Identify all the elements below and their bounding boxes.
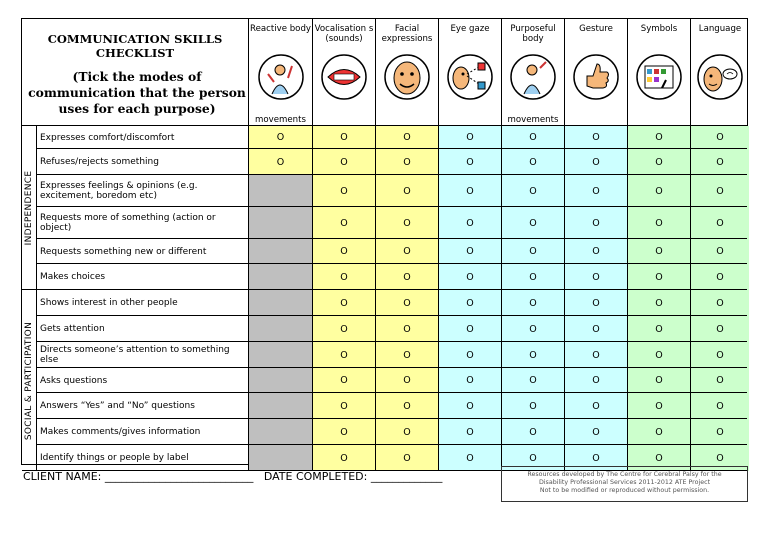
checkbox-cell[interactable]: [439, 207, 502, 239]
column-header-label: Purposeful body: [510, 24, 556, 44]
symbol-board-icon: [636, 54, 682, 100]
checkbox-cell[interactable]: [376, 445, 439, 471]
tick-circle[interactable]: O: [655, 185, 663, 197]
checkbox-cell[interactable]: [376, 239, 439, 264]
tick-circle[interactable]: O: [466, 323, 474, 335]
checkbox-cell[interactable]: [439, 126, 502, 149]
checkbox-cell[interactable]: [439, 149, 502, 175]
checkbox-cell[interactable]: [628, 393, 691, 419]
row-label: Asks questions: [36, 368, 249, 393]
tick-circle[interactable]: O: [340, 185, 348, 197]
row-label: Requests something new or different: [36, 239, 249, 264]
tick-circle[interactable]: O: [529, 246, 537, 257]
row-label: Directs someone’s attention to something else: [36, 342, 249, 368]
checkbox-cell[interactable]: [502, 126, 565, 149]
checkbox-cell[interactable]: [376, 207, 439, 239]
checkbox-cell[interactable]: [439, 316, 502, 342]
column-header-label: Symbols: [640, 24, 678, 34]
disabled-cell: [249, 290, 313, 316]
checklist-table: [21, 18, 748, 465]
tick-circle[interactable]: O: [403, 452, 411, 464]
tick-circle[interactable]: O: [655, 375, 663, 386]
disabled-cell: [249, 175, 313, 207]
tick-circle[interactable]: O: [716, 400, 724, 412]
checkbox-cell[interactable]: [313, 149, 376, 175]
tick-circle[interactable]: O: [466, 400, 474, 412]
client-date-line: CLIENT NAME: ___________________________ DATE COMPLETED: _____________: [23, 470, 443, 483]
tick-circle[interactable]: O: [716, 217, 724, 229]
tick-circle[interactable]: O: [529, 217, 537, 229]
checkbox-cell[interactable]: [313, 264, 376, 290]
checkbox-cell[interactable]: [439, 342, 502, 368]
tick-circle[interactable]: O: [529, 400, 537, 412]
tick-circle[interactable]: O: [403, 400, 411, 412]
tick-circle[interactable]: O: [340, 246, 348, 257]
checkbox-cell[interactable]: [439, 239, 502, 264]
checkbox-cell[interactable]: [502, 419, 565, 445]
checkbox-cell[interactable]: [565, 290, 628, 316]
mouth-icon: [321, 54, 367, 100]
column-header-label: Facial expressions: [381, 24, 433, 44]
disabled-cell: [249, 264, 313, 290]
column-header-label: Vocalisation s (sounds): [314, 24, 374, 44]
tick-circle[interactable]: O: [529, 185, 537, 197]
checkbox-cell[interactable]: [502, 342, 565, 368]
tick-circle[interactable]: O: [716, 132, 724, 143]
column-header-label: Gesture: [579, 24, 613, 34]
tick-circle[interactable]: O: [340, 375, 348, 386]
disabled-cell: [249, 445, 313, 471]
tick-circle[interactable]: O: [403, 297, 411, 309]
tick-circle[interactable]: O: [466, 156, 474, 168]
checkbox-cell[interactable]: [691, 290, 749, 316]
tick-circle[interactable]: O: [466, 132, 474, 143]
reactive-body-icon: [258, 54, 304, 100]
tick-circle[interactable]: O: [340, 349, 348, 361]
checkbox-cell[interactable]: [628, 207, 691, 239]
checkbox-cell[interactable]: [249, 126, 313, 149]
checkbox-cell[interactable]: [691, 126, 749, 149]
checkbox-cell[interactable]: [439, 264, 502, 290]
tick-circle[interactable]: O: [340, 217, 348, 229]
tick-circle[interactable]: O: [655, 323, 663, 335]
group-label-text: SOCIAL & PARTICIPATION: [24, 321, 34, 440]
checkbox-cell[interactable]: [313, 445, 376, 471]
checkbox-cell[interactable]: [502, 316, 565, 342]
checkbox-cell[interactable]: [565, 393, 628, 419]
checkbox-cell[interactable]: [628, 342, 691, 368]
column-header: [313, 19, 376, 126]
speech-icon: [697, 54, 743, 100]
checkbox-cell[interactable]: [565, 316, 628, 342]
credit-line-1: Resources developed by The Centre for Cerebral Palsy for the: [527, 471, 722, 478]
checkbox-cell[interactable]: [691, 419, 749, 445]
tick-circle[interactable]: O: [529, 297, 537, 309]
tick-circle[interactable]: O: [592, 349, 600, 361]
tick-circle[interactable]: O: [403, 217, 411, 229]
tick-circle[interactable]: O: [340, 132, 348, 143]
checkbox-cell[interactable]: [502, 264, 565, 290]
tick-circle[interactable]: O: [466, 185, 474, 197]
tick-circle[interactable]: O: [592, 132, 600, 143]
row-label: Expresses comfort/discomfort: [36, 126, 249, 149]
tick-circle[interactable]: O: [466, 246, 474, 257]
checkbox-cell[interactable]: [313, 393, 376, 419]
checkbox-cell[interactable]: [376, 264, 439, 290]
checkbox-cell[interactable]: [502, 393, 565, 419]
row-label: Gets attention: [36, 316, 249, 342]
page-title: COMMUNICATION SKILLS CHECKLIST: [47, 32, 223, 60]
column-header-label: Reactive body: [250, 24, 311, 34]
checkbox-cell[interactable]: [691, 207, 749, 239]
tick-circle[interactable]: O: [655, 132, 663, 143]
tick-circle[interactable]: O: [592, 271, 600, 283]
checkbox-cell[interactable]: [691, 393, 749, 419]
column-header: [628, 19, 691, 126]
disabled-cell: [249, 419, 313, 445]
checkbox-cell[interactable]: [628, 264, 691, 290]
tick-circle[interactable]: O: [529, 349, 537, 361]
row-label: Identify things or people by label: [36, 445, 249, 471]
checkbox-cell[interactable]: [691, 368, 749, 393]
checkbox-cell[interactable]: [628, 239, 691, 264]
tick-circle[interactable]: O: [403, 271, 411, 283]
checkbox-cell[interactable]: [313, 290, 376, 316]
column-header: [565, 19, 628, 126]
tick-circle[interactable]: O: [655, 452, 663, 464]
checkbox-cell[interactable]: [565, 207, 628, 239]
column-header: [439, 19, 502, 126]
checkbox-cell[interactable]: [313, 368, 376, 393]
checkbox-cell[interactable]: [628, 175, 691, 207]
group-label: [22, 126, 36, 290]
column-header-footer: movements: [507, 115, 559, 125]
tick-circle[interactable]: O: [466, 349, 474, 361]
credit-line-3: Not to be modified or reproduced without permission.: [539, 487, 710, 494]
checkbox-cell[interactable]: [565, 368, 628, 393]
tick-circle[interactable]: O: [403, 375, 411, 386]
thumbs-up-icon: [573, 54, 619, 100]
checkbox-cell[interactable]: [439, 175, 502, 207]
checkbox-cell[interactable]: [313, 175, 376, 207]
checkbox-cell[interactable]: [565, 239, 628, 264]
tick-circle[interactable]: O: [403, 246, 411, 257]
tick-circle[interactable]: O: [466, 217, 474, 229]
tick-circle[interactable]: O: [655, 271, 663, 283]
tick-circle[interactable]: O: [592, 246, 600, 257]
disabled-cell: [249, 368, 313, 393]
checkbox-cell[interactable]: [502, 368, 565, 393]
tick-circle[interactable]: O: [340, 426, 348, 438]
checkbox-cell[interactable]: [502, 175, 565, 207]
tick-circle[interactable]: O: [529, 156, 537, 168]
tick-circle[interactable]: O: [716, 246, 724, 257]
checkbox-cell[interactable]: [565, 419, 628, 445]
tick-circle[interactable]: O: [529, 271, 537, 283]
instruction-text: (Tick the modes of communication that the person uses for each purpose): [28, 69, 246, 116]
column-header-label: Language: [698, 24, 742, 34]
tick-circle[interactable]: O: [655, 400, 663, 412]
checkbox-cell[interactable]: [502, 290, 565, 316]
tick-circle[interactable]: O: [466, 375, 474, 386]
tick-circle[interactable]: O: [655, 349, 663, 361]
checkbox-cell[interactable]: [313, 207, 376, 239]
tick-circle[interactable]: O: [403, 349, 411, 361]
row-label: Expresses feelings & opinions (e.g. excitement, boredom etc): [36, 175, 249, 207]
checkbox-cell[interactable]: [313, 239, 376, 264]
row-label: Answers “Yes” and “No” questions: [36, 393, 249, 419]
disabled-cell: [249, 393, 313, 419]
checkbox-cell[interactable]: [502, 207, 565, 239]
checkbox-cell[interactable]: [565, 342, 628, 368]
tick-circle[interactable]: O: [655, 297, 663, 309]
purposeful-body-icon: [510, 54, 556, 100]
tick-circle[interactable]: O: [276, 156, 285, 168]
tick-circle[interactable]: O: [340, 271, 348, 283]
disabled-cell: [249, 207, 313, 239]
tick-circle[interactable]: O: [592, 323, 600, 335]
tick-circle[interactable]: O: [529, 452, 537, 464]
checkbox-cell[interactable]: [313, 316, 376, 342]
checkbox-cell[interactable]: [376, 126, 439, 149]
checkbox-cell[interactable]: [628, 316, 691, 342]
checkbox-cell[interactable]: [628, 419, 691, 445]
checkbox-cell[interactable]: [691, 149, 749, 175]
tick-circle[interactable]: O: [716, 452, 724, 464]
column-header: [691, 19, 749, 126]
checkbox-cell[interactable]: [439, 393, 502, 419]
row-label: Makes comments/gives information: [36, 419, 249, 445]
checkbox-cell[interactable]: [628, 368, 691, 393]
tick-circle[interactable]: O: [466, 297, 474, 309]
disabled-cell: [249, 239, 313, 264]
tick-circle[interactable]: O: [592, 452, 600, 464]
tick-circle[interactable]: O: [276, 132, 285, 143]
tick-circle[interactable]: O: [716, 323, 724, 335]
checkbox-cell[interactable]: [691, 239, 749, 264]
title-block: [22, 19, 249, 126]
checkbox-cell[interactable]: [628, 149, 691, 175]
checkbox-cell[interactable]: [376, 316, 439, 342]
checkbox-cell[interactable]: [439, 290, 502, 316]
checkbox-cell[interactable]: [439, 368, 502, 393]
eye-gaze-icon: [447, 54, 493, 100]
tick-circle[interactable]: O: [340, 297, 348, 309]
tick-circle[interactable]: O: [716, 426, 724, 438]
tick-circle[interactable]: O: [655, 217, 663, 229]
checkbox-cell[interactable]: [502, 239, 565, 264]
checkbox-cell[interactable]: [313, 342, 376, 368]
tick-circle[interactable]: O: [529, 323, 537, 335]
checkbox-cell[interactable]: [691, 264, 749, 290]
column-header: [376, 19, 439, 126]
group-label: [22, 290, 36, 471]
face-icon: [384, 54, 430, 100]
disabled-cell: [249, 316, 313, 342]
checkbox-cell[interactable]: [628, 290, 691, 316]
checkbox-cell[interactable]: [502, 149, 565, 175]
checkbox-cell[interactable]: [376, 290, 439, 316]
tick-circle[interactable]: O: [529, 375, 537, 386]
disabled-cell: [249, 342, 313, 368]
checkbox-cell[interactable]: [439, 445, 502, 471]
checkbox-cell[interactable]: [565, 175, 628, 207]
tick-circle[interactable]: O: [466, 271, 474, 283]
tick-circle[interactable]: O: [403, 132, 411, 143]
tick-circle[interactable]: O: [592, 156, 600, 168]
tick-circle[interactable]: O: [403, 185, 411, 197]
row-label: Shows interest in other people: [36, 290, 249, 316]
tick-circle[interactable]: O: [466, 426, 474, 438]
checkbox-cell[interactable]: [313, 419, 376, 445]
checkbox-cell[interactable]: [376, 393, 439, 419]
tick-circle[interactable]: O: [340, 452, 348, 464]
checkbox-cell[interactable]: [691, 316, 749, 342]
tick-circle[interactable]: O: [655, 246, 663, 257]
tick-circle[interactable]: O: [529, 426, 537, 438]
tick-circle[interactable]: O: [655, 426, 663, 438]
group-label-text: INDEPENDENCE: [24, 170, 34, 246]
checkbox-cell[interactable]: [376, 342, 439, 368]
column-header: [249, 19, 313, 126]
column-header: [502, 19, 565, 126]
tick-circle[interactable]: O: [592, 375, 600, 386]
tick-circle[interactable]: O: [592, 297, 600, 309]
checkbox-cell[interactable]: [376, 149, 439, 175]
tick-circle[interactable]: O: [403, 426, 411, 438]
checkbox-cell[interactable]: [313, 126, 376, 149]
column-header-label: Eye gaze: [450, 24, 490, 34]
checkbox-cell[interactable]: [376, 419, 439, 445]
tick-circle[interactable]: O: [403, 156, 411, 168]
tick-circle[interactable]: O: [592, 217, 600, 229]
checkbox-cell[interactable]: [376, 368, 439, 393]
checkbox-cell[interactable]: [628, 126, 691, 149]
tick-circle[interactable]: O: [529, 132, 537, 143]
tick-circle[interactable]: O: [340, 323, 348, 335]
checkbox-cell[interactable]: [376, 175, 439, 207]
tick-circle[interactable]: O: [716, 185, 724, 197]
tick-circle[interactable]: O: [716, 375, 724, 386]
tick-circle[interactable]: O: [655, 156, 663, 168]
tick-circle[interactable]: O: [403, 323, 411, 335]
checkbox-cell[interactable]: [691, 342, 749, 368]
checkbox-cell[interactable]: [691, 175, 749, 207]
tick-circle[interactable]: O: [592, 426, 600, 438]
tick-circle[interactable]: O: [716, 271, 724, 283]
tick-circle[interactable]: O: [340, 156, 348, 168]
tick-circle[interactable]: O: [592, 400, 600, 412]
tick-circle[interactable]: O: [592, 185, 600, 197]
checkbox-cell[interactable]: [565, 264, 628, 290]
tick-circle[interactable]: O: [716, 297, 724, 309]
tick-circle[interactable]: O: [716, 349, 724, 361]
row-label: Refuses/rejects something: [36, 149, 249, 175]
credit-line-2: Disability Professional Services 2011-2012 ATE Project: [538, 479, 711, 486]
row-label: Makes choices: [36, 264, 249, 290]
checkbox-cell[interactable]: [439, 419, 502, 445]
tick-circle[interactable]: O: [340, 400, 348, 412]
credit-box: [501, 466, 748, 502]
checkbox-cell[interactable]: [565, 149, 628, 175]
tick-circle[interactable]: O: [716, 156, 724, 168]
checkbox-cell[interactable]: [565, 126, 628, 149]
row-label: Requests more of something (action or object): [36, 207, 249, 239]
checkbox-cell[interactable]: [249, 149, 313, 175]
column-header-footer: movements: [255, 115, 306, 125]
tick-circle[interactable]: O: [466, 452, 474, 464]
